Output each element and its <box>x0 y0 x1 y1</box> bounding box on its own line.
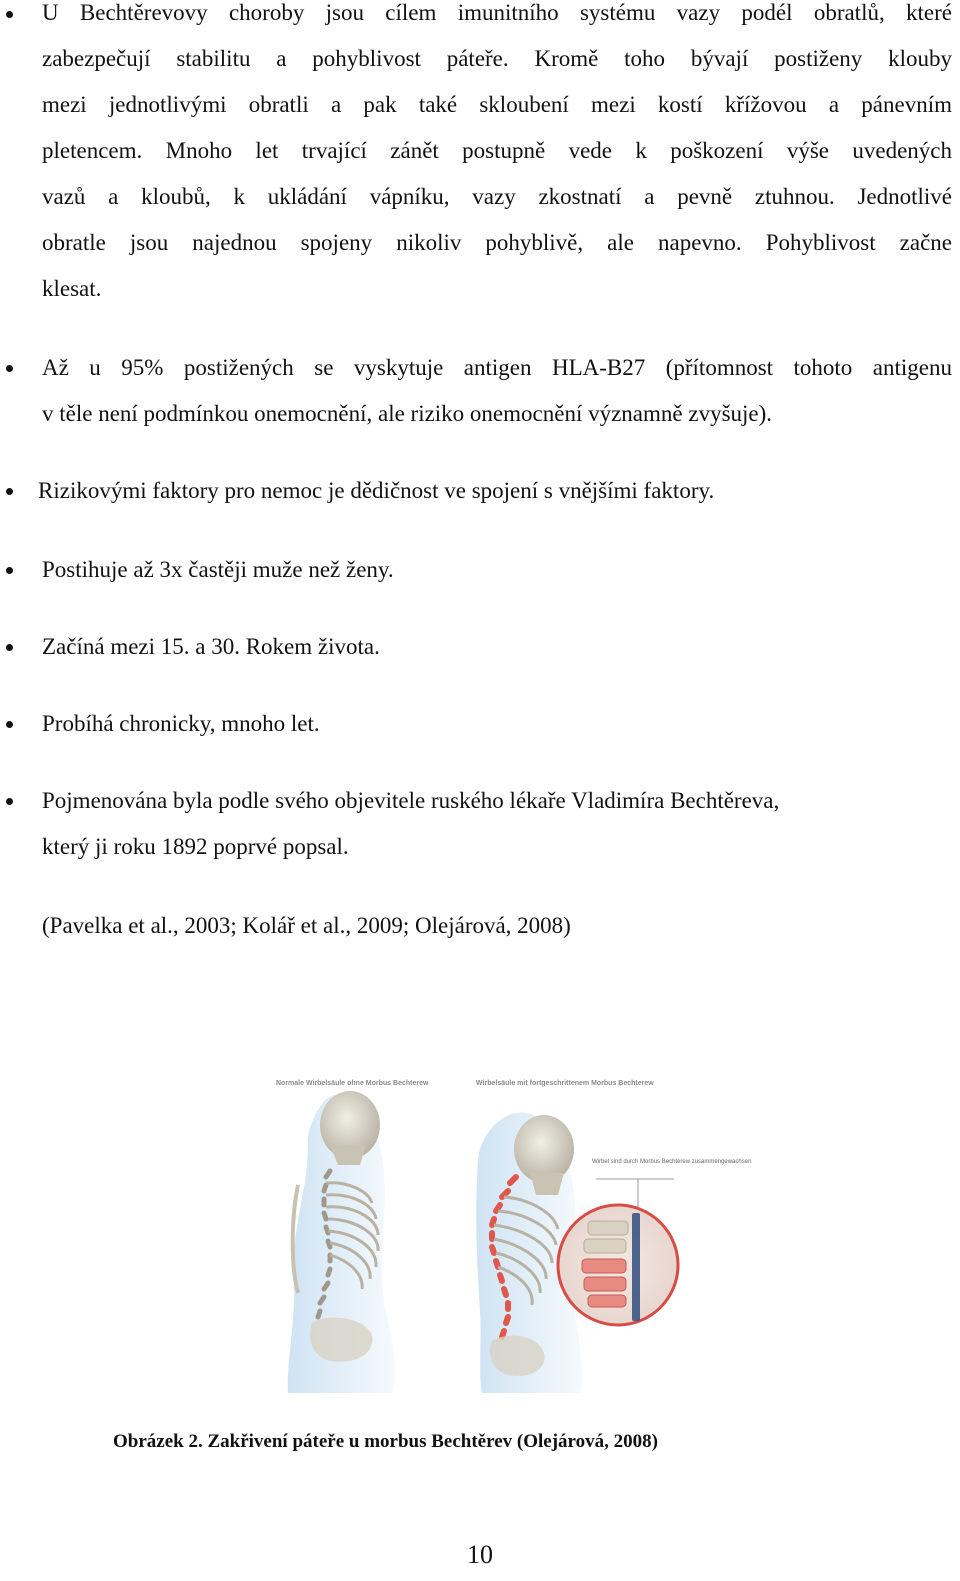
bullet-dot <box>6 365 13 372</box>
text-line: Až u 95% postižených se vyskytuje antigen HLA-B27 (přítomnost tohoto antigenu <box>42 355 952 380</box>
text-line: zabezpečují stabilitu a pohyblivost páteře. Kromě toho bývají postiženy klouby <box>42 46 952 71</box>
magnified-inset <box>558 1205 678 1325</box>
text-line: Postihuje až 3x častěji muže než ženy. <box>42 557 394 582</box>
bullet-dot <box>6 11 13 18</box>
spine-illustration-svg <box>268 1073 752 1393</box>
normal-spine-figure <box>288 1091 395 1393</box>
figure-label-right: Wirbelsäule mit fortgeschrittenem Morbus Bechterew <box>476 1080 654 1087</box>
paragraph-text <box>42 0 952 312</box>
text-line: U Bechtěrevovy choroby jsou cílem imunitního systému vazy podél obratlů, které <box>42 0 952 25</box>
bullet-dot <box>6 488 13 495</box>
text-line: klesat. <box>42 276 102 301</box>
spine-illustration <box>268 1073 752 1393</box>
paragraph-text <box>42 778 952 870</box>
bullet-dot <box>6 644 13 651</box>
paragraph-text <box>42 547 952 593</box>
figure-caption: Obrázek 2. Zakřivení páteře u morbus Bechtěrev (Olejárová, 2008) <box>113 1431 658 1452</box>
figure-label-left: Normale Wirbelsäule ohne Morbus Bechterew <box>276 1080 429 1087</box>
text-line: Pojmenována byla podle svého objevitele ruského lékaře Vladimíra Bechtěreva, <box>42 788 780 813</box>
bullet-dot <box>6 798 13 805</box>
callout <box>592 1159 751 1209</box>
text-line: pletencem. Mnoho let trvající zánět postupně vede k poškození výše uvedených <box>42 138 952 163</box>
text-line: obratle jsou najednou spojeny nikoliv pohyblivě, ale napevno. Pohyblivost začne <box>42 230 952 255</box>
paragraph-text <box>42 345 952 437</box>
bullet-dot <box>6 721 13 728</box>
text-line: Probíhá chronicky, mnoho let. <box>42 711 320 736</box>
text-line: Začíná mezi 15. a 30. Rokem života. <box>42 634 380 659</box>
text-line: mezi jednotlivými obratli a pak také skloubení mezi kostí křížovou a pánevním <box>42 92 952 117</box>
citation: (Pavelka et al., 2003; Kolář et al., 2009; Olejárová, 2008) <box>42 913 571 938</box>
text-line: v těle není podmínkou onemocnění, ale riziko onemocnění významně zvyšuje). <box>42 401 773 426</box>
text-line: který ji roku 1892 poprvé popsal. <box>42 834 349 859</box>
bullet-dot <box>6 567 13 574</box>
page-number: 10 <box>467 1540 493 1569</box>
text-line: Rizikovými faktory pro nemoc je dědičnost ve spojení s vnějšími faktory. <box>38 478 715 503</box>
paragraph-text <box>42 624 952 670</box>
callout-label: Wirbel sind durch Morbus Bechterew zusammengewachsen <box>592 1159 752 1165</box>
callout-text <box>592 1159 751 1165</box>
text-line: vazů a kloubů, k ukládání vápníku, vazy zkostnatí a pevně ztuhnou. Jednotlivé <box>42 184 952 209</box>
paragraph-text <box>38 468 948 514</box>
paragraph-text <box>42 701 952 747</box>
